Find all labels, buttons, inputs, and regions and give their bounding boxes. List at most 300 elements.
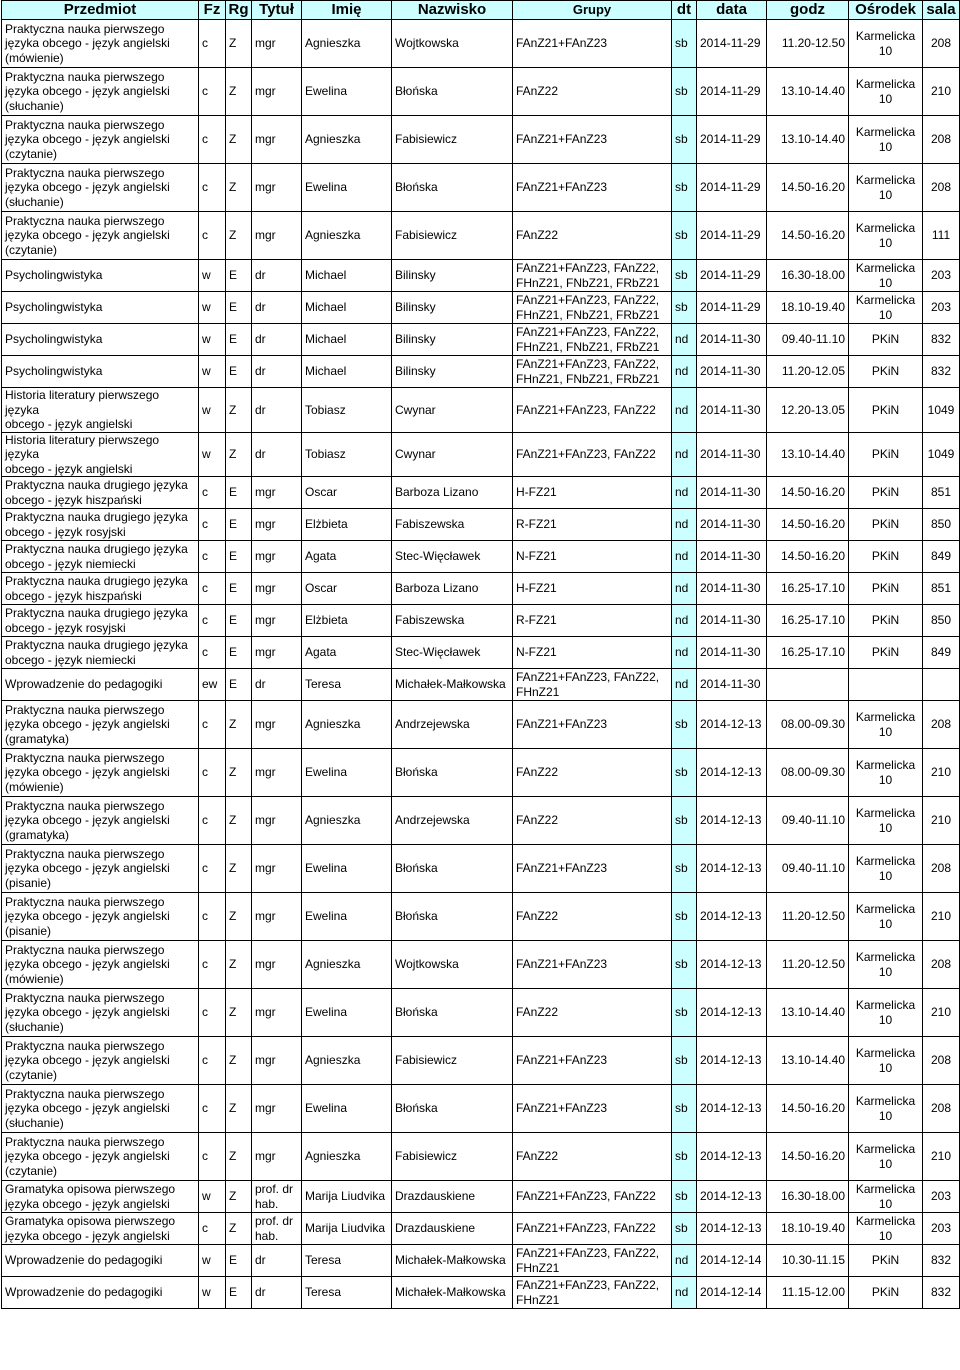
cell-imie: Agnieszka xyxy=(302,941,392,989)
cell-data: 2014-12-13 xyxy=(697,1037,767,1085)
cell-przedmiot: Wprowadzenie do pedagogiki xyxy=(2,1277,199,1309)
cell-tytul: dr xyxy=(252,669,302,701)
cell-rg: Z xyxy=(226,164,252,212)
cell-przedmiot: Praktyczna nauka pierwszego języka obcego - język angielski (czytanie) xyxy=(2,1037,199,1085)
cell-godz: 14.50-16.20 xyxy=(767,1133,849,1181)
cell-fz: c xyxy=(199,749,226,797)
cell-grupy: FAnZ21+FAnZ23, FAnZ22, FHnZ21, FNbZ21, FRbZ21 xyxy=(513,260,672,292)
cell-rg: E xyxy=(226,260,252,292)
cell-data: 2014-11-30 xyxy=(697,477,767,509)
cell-osrodek: Karmelicka 10 xyxy=(849,292,923,324)
cell-sala: 210 xyxy=(923,989,960,1037)
cell-fz: c xyxy=(199,541,226,573)
cell-data: 2014-12-13 xyxy=(697,797,767,845)
cell-fz: ew xyxy=(199,669,226,701)
table-row xyxy=(2,356,960,388)
cell-rg: Z xyxy=(226,20,252,68)
header-nazwisko: Nazwisko xyxy=(392,1,513,20)
cell-fz: c xyxy=(199,116,226,164)
cell-przedmiot: Historia literatury pierwszego języka obcego - język angielski xyxy=(2,432,199,477)
cell-fz: w xyxy=(199,356,226,388)
cell-data: 2014-11-29 xyxy=(697,212,767,260)
cell-przedmiot: Praktyczna nauka drugiego języka obcego - język niemiecki xyxy=(2,637,199,669)
cell-imie: Agnieszka xyxy=(302,1133,392,1181)
cell-sala xyxy=(923,669,960,701)
cell-nazwisko: Fabiszewska xyxy=(392,605,513,637)
cell-nazwisko: Michałek-Małkowska xyxy=(392,1245,513,1277)
cell-godz: 09.40-11.10 xyxy=(767,845,849,893)
cell-grupy: FAnZ22 xyxy=(513,893,672,941)
cell-imie: Marija Liudvika xyxy=(302,1213,392,1245)
cell-sala: 203 xyxy=(923,1213,960,1245)
cell-grupy: FAnZ21+FAnZ23 xyxy=(513,20,672,68)
cell-grupy: FAnZ21+FAnZ23 xyxy=(513,701,672,749)
cell-imie: Teresa xyxy=(302,1277,392,1309)
table-row xyxy=(2,212,960,260)
cell-osrodek xyxy=(849,669,923,701)
cell-nazwisko: Błońska xyxy=(392,1085,513,1133)
cell-tytul: mgr xyxy=(252,541,302,573)
table-row xyxy=(2,541,960,573)
cell-dt: sb xyxy=(672,797,697,845)
header-sala: sala xyxy=(923,1,960,20)
cell-sala: 832 xyxy=(923,356,960,388)
cell-imie: Ewelina xyxy=(302,68,392,116)
cell-godz: 14.50-16.20 xyxy=(767,541,849,573)
cell-przedmiot: Psycholingwistyka xyxy=(2,260,199,292)
cell-przedmiot: Wprowadzenie do pedagogiki xyxy=(2,669,199,701)
cell-data: 2014-11-29 xyxy=(697,68,767,116)
cell-data: 2014-12-13 xyxy=(697,1181,767,1213)
table-row xyxy=(2,68,960,116)
table-row xyxy=(2,116,960,164)
cell-data: 2014-12-13 xyxy=(697,989,767,1037)
cell-data: 2014-11-30 xyxy=(697,324,767,356)
cell-rg: E xyxy=(226,509,252,541)
cell-fz: c xyxy=(199,477,226,509)
cell-tytul: mgr xyxy=(252,637,302,669)
cell-nazwisko: Fabisiewicz xyxy=(392,212,513,260)
cell-przedmiot: Praktyczna nauka pierwszego języka obcego - język angielski (słuchanie) xyxy=(2,164,199,212)
cell-godz: 16.25-17.10 xyxy=(767,573,849,605)
cell-nazwisko: Andrzejewska xyxy=(392,797,513,845)
cell-data: 2014-12-13 xyxy=(697,749,767,797)
cell-osrodek: Karmelicka 10 xyxy=(849,941,923,989)
cell-godz: 14.50-16.20 xyxy=(767,1085,849,1133)
cell-nazwisko: Błońska xyxy=(392,164,513,212)
cell-grupy: FAnZ21+FAnZ23, FAnZ22 xyxy=(513,1213,672,1245)
table-row xyxy=(2,388,960,433)
cell-godz: 16.25-17.10 xyxy=(767,637,849,669)
cell-rg: E xyxy=(226,356,252,388)
cell-tytul: mgr xyxy=(252,1037,302,1085)
cell-fz: c xyxy=(199,573,226,605)
cell-data: 2014-11-30 xyxy=(697,432,767,477)
cell-imie: Tobiasz xyxy=(302,388,392,433)
cell-fz: c xyxy=(199,893,226,941)
cell-fz: c xyxy=(199,1085,226,1133)
cell-data: 2014-11-29 xyxy=(697,292,767,324)
header-godz: godz xyxy=(767,1,849,20)
table-row xyxy=(2,1277,960,1309)
cell-sala: 210 xyxy=(923,749,960,797)
cell-godz: 13.10-14.40 xyxy=(767,989,849,1037)
table-row xyxy=(2,1133,960,1181)
cell-tytul: mgr xyxy=(252,68,302,116)
cell-fz: w xyxy=(199,1181,226,1213)
cell-przedmiot: Historia literatury pierwszego języka obcego - język angielski xyxy=(2,388,199,433)
table-row xyxy=(2,477,960,509)
cell-rg: Z xyxy=(226,1181,252,1213)
cell-godz: 14.50-16.20 xyxy=(767,509,849,541)
table-row xyxy=(2,292,960,324)
cell-osrodek: Karmelicka 10 xyxy=(849,260,923,292)
cell-dt: nd xyxy=(672,669,697,701)
cell-rg: Z xyxy=(226,989,252,1037)
cell-osrodek: PKiN xyxy=(849,324,923,356)
cell-grupy: R-FZ21 xyxy=(513,509,672,541)
cell-nazwisko: Drazdauskiene xyxy=(392,1181,513,1213)
cell-data: 2014-12-14 xyxy=(697,1277,767,1309)
cell-przedmiot: Praktyczna nauka drugiego języka obcego - język rosyjski xyxy=(2,605,199,637)
cell-osrodek: Karmelicka 10 xyxy=(849,749,923,797)
cell-sala: 111 xyxy=(923,212,960,260)
cell-nazwisko: Błońska xyxy=(392,989,513,1037)
cell-przedmiot: Psycholingwistyka xyxy=(2,324,199,356)
cell-nazwisko: Cwynar xyxy=(392,432,513,477)
cell-tytul: mgr xyxy=(252,1085,302,1133)
header-tytul: Tytuł xyxy=(252,1,302,20)
cell-grupy: H-FZ21 xyxy=(513,573,672,605)
cell-rg: Z xyxy=(226,1085,252,1133)
table-row xyxy=(2,669,960,701)
cell-tytul: mgr xyxy=(252,797,302,845)
cell-przedmiot: Wprowadzenie do pedagogiki xyxy=(2,1245,199,1277)
cell-osrodek: Karmelicka 10 xyxy=(849,1213,923,1245)
cell-grupy: FAnZ21+FAnZ23, FAnZ22, FHnZ21, FNbZ21, FRbZ21 xyxy=(513,356,672,388)
table-row xyxy=(2,893,960,941)
cell-fz: c xyxy=(199,212,226,260)
cell-nazwisko: Wojtkowska xyxy=(392,941,513,989)
cell-grupy: FAnZ22 xyxy=(513,749,672,797)
cell-imie: Agnieszka xyxy=(302,20,392,68)
table-row xyxy=(2,260,960,292)
cell-dt: sb xyxy=(672,845,697,893)
cell-imie: Agata xyxy=(302,637,392,669)
cell-fz: w xyxy=(199,260,226,292)
cell-nazwisko: Fabiszewska xyxy=(392,509,513,541)
cell-tytul: dr xyxy=(252,356,302,388)
cell-osrodek: Karmelicka 10 xyxy=(849,164,923,212)
cell-rg: Z xyxy=(226,1213,252,1245)
cell-data: 2014-11-29 xyxy=(697,20,767,68)
cell-tytul: dr xyxy=(252,324,302,356)
cell-osrodek: Karmelicka 10 xyxy=(849,797,923,845)
cell-data: 2014-11-30 xyxy=(697,669,767,701)
cell-godz: 14.50-16.20 xyxy=(767,212,849,260)
cell-przedmiot: Praktyczna nauka drugiego języka obcego - język niemiecki xyxy=(2,541,199,573)
cell-sala: 851 xyxy=(923,573,960,605)
cell-imie: Agnieszka xyxy=(302,797,392,845)
cell-fz: c xyxy=(199,1037,226,1085)
cell-sala: 208 xyxy=(923,845,960,893)
cell-przedmiot: Praktyczna nauka pierwszego języka obcego - język angielski (pisanie) xyxy=(2,893,199,941)
cell-rg: E xyxy=(226,573,252,605)
table-row xyxy=(2,1181,960,1213)
cell-sala: 203 xyxy=(923,292,960,324)
cell-grupy: FAnZ21+FAnZ23, FAnZ22, FHnZ21 xyxy=(513,1277,672,1309)
cell-dt: nd xyxy=(672,388,697,433)
cell-imie: Michael xyxy=(302,260,392,292)
header-rg: Rg xyxy=(226,1,252,20)
table-row xyxy=(2,1037,960,1085)
cell-dt: sb xyxy=(672,68,697,116)
cell-data: 2014-11-29 xyxy=(697,116,767,164)
cell-rg: Z xyxy=(226,893,252,941)
cell-tytul: dr xyxy=(252,388,302,433)
header-fz: Fz xyxy=(199,1,226,20)
cell-dt: sb xyxy=(672,212,697,260)
cell-data: 2014-12-13 xyxy=(697,1213,767,1245)
cell-dt: nd xyxy=(672,1277,697,1309)
cell-przedmiot: Psycholingwistyka xyxy=(2,356,199,388)
cell-grupy: FAnZ21+FAnZ23, FAnZ22, FHnZ21, FNbZ21, FRbZ21 xyxy=(513,324,672,356)
cell-grupy: FAnZ22 xyxy=(513,797,672,845)
cell-sala: 832 xyxy=(923,1245,960,1277)
cell-imie: Agnieszka xyxy=(302,1037,392,1085)
table-header xyxy=(2,1,960,20)
cell-imie: Teresa xyxy=(302,1245,392,1277)
cell-data: 2014-12-13 xyxy=(697,941,767,989)
cell-tytul: prof. dr hab. xyxy=(252,1213,302,1245)
cell-przedmiot: Praktyczna nauka pierwszego języka obcego - język angielski (mówienie) xyxy=(2,20,199,68)
cell-fz: w xyxy=(199,388,226,433)
cell-sala: 208 xyxy=(923,20,960,68)
table-row xyxy=(2,164,960,212)
cell-imie: Oscar xyxy=(302,477,392,509)
table-row xyxy=(2,20,960,68)
cell-osrodek: Karmelicka 10 xyxy=(849,20,923,68)
cell-sala: 210 xyxy=(923,893,960,941)
cell-grupy: FAnZ21+FAnZ23, FAnZ22, FHnZ21 xyxy=(513,669,672,701)
cell-nazwisko: Michałek-Małkowska xyxy=(392,669,513,701)
cell-sala: 210 xyxy=(923,68,960,116)
cell-nazwisko: Bilinsky xyxy=(392,292,513,324)
cell-godz: 16.30-18.00 xyxy=(767,1181,849,1213)
cell-rg: Z xyxy=(226,212,252,260)
cell-przedmiot: Praktyczna nauka pierwszego języka obcego - język angielski (słuchanie) xyxy=(2,68,199,116)
cell-tytul: mgr xyxy=(252,509,302,541)
table-row xyxy=(2,1213,960,1245)
cell-tytul: mgr xyxy=(252,164,302,212)
cell-godz: 18.10-19.40 xyxy=(767,292,849,324)
cell-data: 2014-12-13 xyxy=(697,1133,767,1181)
cell-godz: 13.10-14.40 xyxy=(767,68,849,116)
cell-nazwisko: Barboza Lizano xyxy=(392,477,513,509)
cell-rg: E xyxy=(226,1245,252,1277)
cell-osrodek: PKiN xyxy=(849,388,923,433)
cell-osrodek: Karmelicka 10 xyxy=(849,845,923,893)
cell-sala: 203 xyxy=(923,260,960,292)
cell-nazwisko: Drazdauskiene xyxy=(392,1213,513,1245)
cell-tytul: mgr xyxy=(252,749,302,797)
header-data: data xyxy=(697,1,767,20)
cell-przedmiot: Praktyczna nauka pierwszego języka obcego - język angielski (gramatyka) xyxy=(2,797,199,845)
cell-sala: 850 xyxy=(923,605,960,637)
cell-godz: 18.10-19.40 xyxy=(767,1213,849,1245)
cell-grupy: H-FZ21 xyxy=(513,477,672,509)
cell-osrodek: Karmelicka 10 xyxy=(849,212,923,260)
cell-data: 2014-11-29 xyxy=(697,164,767,212)
cell-godz: 09.40-11.10 xyxy=(767,797,849,845)
cell-grupy: FAnZ21+FAnZ23, FAnZ22 xyxy=(513,1181,672,1213)
table-row xyxy=(2,1245,960,1277)
table-row xyxy=(2,573,960,605)
cell-dt: sb xyxy=(672,1085,697,1133)
cell-fz: c xyxy=(199,1213,226,1245)
cell-dt: nd xyxy=(672,605,697,637)
cell-fz: c xyxy=(199,637,226,669)
cell-godz: 14.50-16.20 xyxy=(767,477,849,509)
cell-godz: 16.25-17.10 xyxy=(767,605,849,637)
cell-fz: w xyxy=(199,292,226,324)
cell-fz: c xyxy=(199,989,226,1037)
cell-rg: E xyxy=(226,324,252,356)
cell-tytul: mgr xyxy=(252,845,302,893)
cell-osrodek: PKiN xyxy=(849,1277,923,1309)
cell-przedmiot: Praktyczna nauka pierwszego języka obcego - język angielski (słuchanie) xyxy=(2,1085,199,1133)
cell-data: 2014-11-29 xyxy=(697,260,767,292)
cell-nazwisko: Barboza Lizano xyxy=(392,573,513,605)
cell-dt: nd xyxy=(672,477,697,509)
table-row xyxy=(2,701,960,749)
cell-rg: Z xyxy=(226,701,252,749)
cell-tytul: dr xyxy=(252,292,302,324)
cell-imie: Teresa xyxy=(302,669,392,701)
cell-osrodek: Karmelicka 10 xyxy=(849,701,923,749)
cell-osrodek: Karmelicka 10 xyxy=(849,68,923,116)
cell-data: 2014-12-14 xyxy=(697,1245,767,1277)
cell-nazwisko: Andrzejewska xyxy=(392,701,513,749)
cell-sala: 1049 xyxy=(923,388,960,433)
cell-dt: sb xyxy=(672,1133,697,1181)
header-przedmiot: Przedmiot xyxy=(2,1,199,20)
cell-dt: sb xyxy=(672,20,697,68)
cell-fz: c xyxy=(199,941,226,989)
cell-fz: c xyxy=(199,701,226,749)
table-body xyxy=(2,20,960,1309)
cell-sala: 208 xyxy=(923,164,960,212)
table-row xyxy=(2,509,960,541)
cell-przedmiot: Praktyczna nauka pierwszego języka obcego - język angielski (słuchanie) xyxy=(2,989,199,1037)
cell-imie: Elżbieta xyxy=(302,509,392,541)
table-row xyxy=(2,845,960,893)
cell-tytul: mgr xyxy=(252,116,302,164)
cell-rg: E xyxy=(226,669,252,701)
cell-sala: 849 xyxy=(923,541,960,573)
cell-nazwisko: Wojtkowska xyxy=(392,20,513,68)
cell-rg: Z xyxy=(226,749,252,797)
cell-rg: Z xyxy=(226,1037,252,1085)
cell-dt: nd xyxy=(672,637,697,669)
cell-dt: nd xyxy=(672,432,697,477)
cell-grupy: FAnZ22 xyxy=(513,989,672,1037)
cell-grupy: FAnZ21+FAnZ23 xyxy=(513,1085,672,1133)
cell-rg: Z xyxy=(226,845,252,893)
cell-imie: Elżbieta xyxy=(302,605,392,637)
cell-osrodek: Karmelicka 10 xyxy=(849,893,923,941)
cell-dt: nd xyxy=(672,1245,697,1277)
cell-dt: nd xyxy=(672,541,697,573)
cell-dt: sb xyxy=(672,1213,697,1245)
cell-tytul: prof. dr hab. xyxy=(252,1181,302,1213)
cell-godz: 13.10-14.40 xyxy=(767,432,849,477)
cell-sala: 851 xyxy=(923,477,960,509)
cell-rg: E xyxy=(226,541,252,573)
schedule-table xyxy=(1,0,960,1309)
cell-imie: Michael xyxy=(302,356,392,388)
cell-imie: Marija Liudvika xyxy=(302,1181,392,1213)
cell-nazwisko: Błońska xyxy=(392,68,513,116)
cell-sala: 208 xyxy=(923,941,960,989)
cell-rg: Z xyxy=(226,797,252,845)
table-row xyxy=(2,637,960,669)
cell-nazwisko: Błońska xyxy=(392,749,513,797)
cell-nazwisko: Fabisiewicz xyxy=(392,116,513,164)
table-row xyxy=(2,605,960,637)
cell-data: 2014-11-30 xyxy=(697,637,767,669)
cell-tytul: dr xyxy=(252,1277,302,1309)
cell-data: 2014-11-30 xyxy=(697,509,767,541)
cell-przedmiot: Praktyczna nauka pierwszego języka obcego - język angielski (mówienie) xyxy=(2,941,199,989)
cell-nazwisko: Stec-Więcławek xyxy=(392,637,513,669)
cell-osrodek: PKiN xyxy=(849,637,923,669)
cell-grupy: FAnZ21+FAnZ23 xyxy=(513,164,672,212)
cell-fz: c xyxy=(199,20,226,68)
cell-imie: Ewelina xyxy=(302,1085,392,1133)
cell-przedmiot: Praktyczna nauka drugiego języka obcego - język rosyjski xyxy=(2,509,199,541)
cell-tytul: mgr xyxy=(252,701,302,749)
cell-przedmiot: Gramatyka opisowa pierwszego języka obcego - język angielski xyxy=(2,1213,199,1245)
cell-data: 2014-12-13 xyxy=(697,845,767,893)
table-row xyxy=(2,1085,960,1133)
cell-przedmiot: Praktyczna nauka pierwszego języka obcego - język angielski (czytanie) xyxy=(2,212,199,260)
cell-godz: 14.50-16.20 xyxy=(767,164,849,212)
cell-nazwisko: Fabisiewicz xyxy=(392,1037,513,1085)
cell-tytul: mgr xyxy=(252,605,302,637)
cell-rg: E xyxy=(226,605,252,637)
cell-dt: sb xyxy=(672,941,697,989)
cell-godz: 09.40-11.10 xyxy=(767,324,849,356)
header-imie: Imię xyxy=(302,1,392,20)
cell-fz: c xyxy=(199,509,226,541)
cell-osrodek: PKiN xyxy=(849,432,923,477)
cell-godz: 10.30-11.15 xyxy=(767,1245,849,1277)
cell-godz: 13.10-14.40 xyxy=(767,1037,849,1085)
cell-osrodek: PKiN xyxy=(849,1245,923,1277)
cell-tytul: mgr xyxy=(252,941,302,989)
cell-fz: w xyxy=(199,324,226,356)
cell-nazwisko: Błońska xyxy=(392,845,513,893)
cell-grupy: FAnZ21+FAnZ23 xyxy=(513,1037,672,1085)
cell-rg: E xyxy=(226,477,252,509)
cell-tytul: dr xyxy=(252,432,302,477)
cell-przedmiot: Praktyczna nauka drugiego języka obcego - język hiszpański xyxy=(2,573,199,605)
cell-rg: Z xyxy=(226,388,252,433)
cell-godz: 11.20-12.50 xyxy=(767,941,849,989)
cell-rg: Z xyxy=(226,1133,252,1181)
cell-fz: c xyxy=(199,605,226,637)
